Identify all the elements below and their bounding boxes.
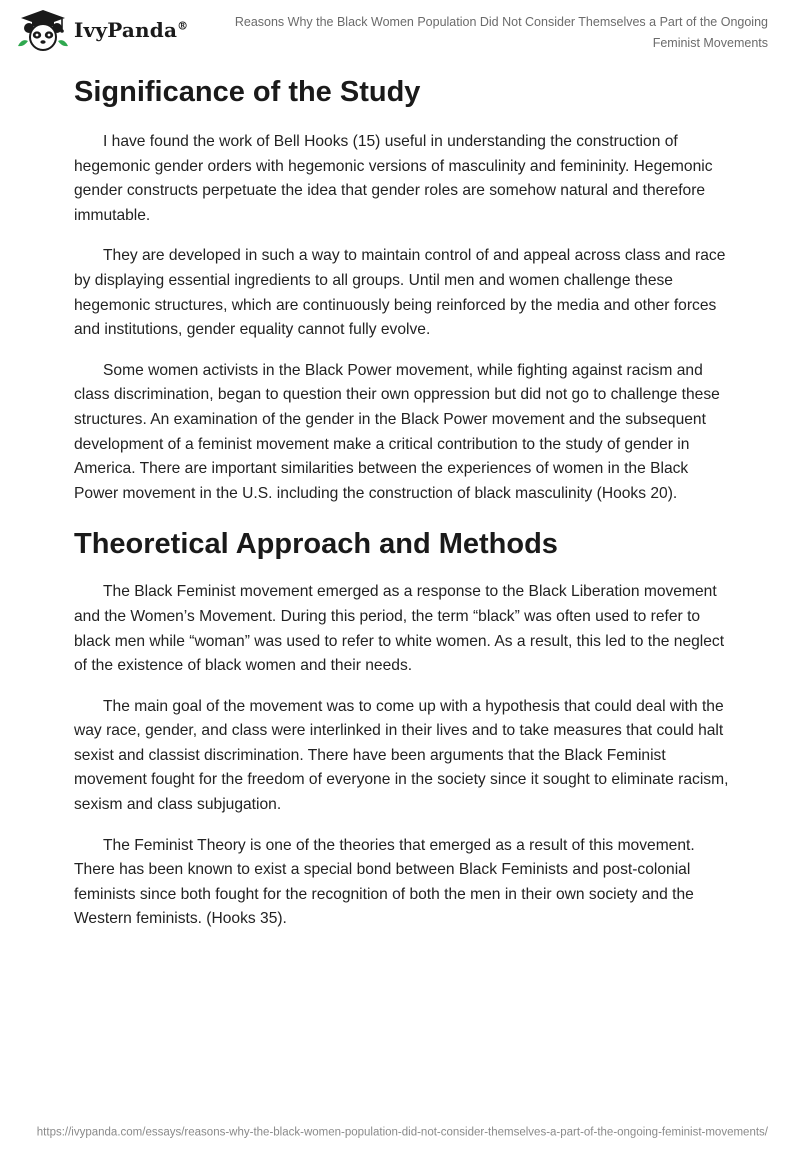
paragraph: The Feminist Theory is one of the theories that emerged as a result of this movement. There has been known to exist a special bond between Black Feminists and post-colonial feminists since both fought for the recognition of both the men in their own society and the Western feminists. (Hooks 35). <box>74 836 695 928</box>
section-heading: Significance of the Study <box>74 76 421 108</box>
paragraph: Some women activists in the Black Power movement, while fighting against racism and class discrimination, began to question their own oppression but did not go to challenge these structures. An examination of the gender in the Black Power movement and the subsequent development of a feminist movement make a critical contribution to the study of gender in America. There are important similarities between the experiences of women in the Black Power movement in the U.S. including the construction of black masculinity (Hooks 20). <box>74 361 720 502</box>
paragraph: The main goal of the movement was to come up with a hypothesis that could deal with the way race, gender, and class were interlinked in their lives and to take measures that could halt sexist and classist discrimination. There have been arguments that the Black Feminist movement fought for the freedom of everyone in the society since it sought to eliminate racism, sexism and class subjugation. <box>74 697 729 814</box>
brand-name: IvyPanda® <box>74 18 189 42</box>
ivypanda-logo[interactable] <box>16 10 188 50</box>
source-url[interactable]: https://ivypanda.com/essays/reasons-why-the-black-women-population-did-not-consider-themselves-a-part-of-the-ongoing-feminist-movements/ <box>36 1126 768 1139</box>
page-header <box>0 0 800 60</box>
paragraph: They are developed in such a way to maintain control of and appeal across class and race by displaying essential ingredients to all groups. Until men and women challenge these hegemonic structures, which are continuously being reinforced by the media and other forces and institutions, gender equality cannot fully evolve. <box>74 247 726 339</box>
essay-body <box>74 70 734 948</box>
paragraph: The Black Feminist movement emerged as a response to the Black Liberation movement and the Women’s Movement. During this period, the term “black” was often used to refer to black men while “woman” was used to refer to white women. As a result, this led to the neglect of the existence of black women and their needs. <box>74 583 725 675</box>
panda-graduate-icon <box>16 8 70 52</box>
section-heading: Theoretical Approach and Methods <box>74 528 558 561</box>
document-title: Reasons Why the Black Women Population Did Not Consider Themselves a Part of the Ongoing Feminist Movements <box>234 15 768 50</box>
paragraph: I have found the work of Bell Hooks (15) useful in understanding the construction of hegemonic gender orders with hegemonic versions of masculinity and femininity. Hegemonic gender constructs perpetuate the idea that gender roles are somehow natural and therefore immutable. <box>74 133 713 224</box>
